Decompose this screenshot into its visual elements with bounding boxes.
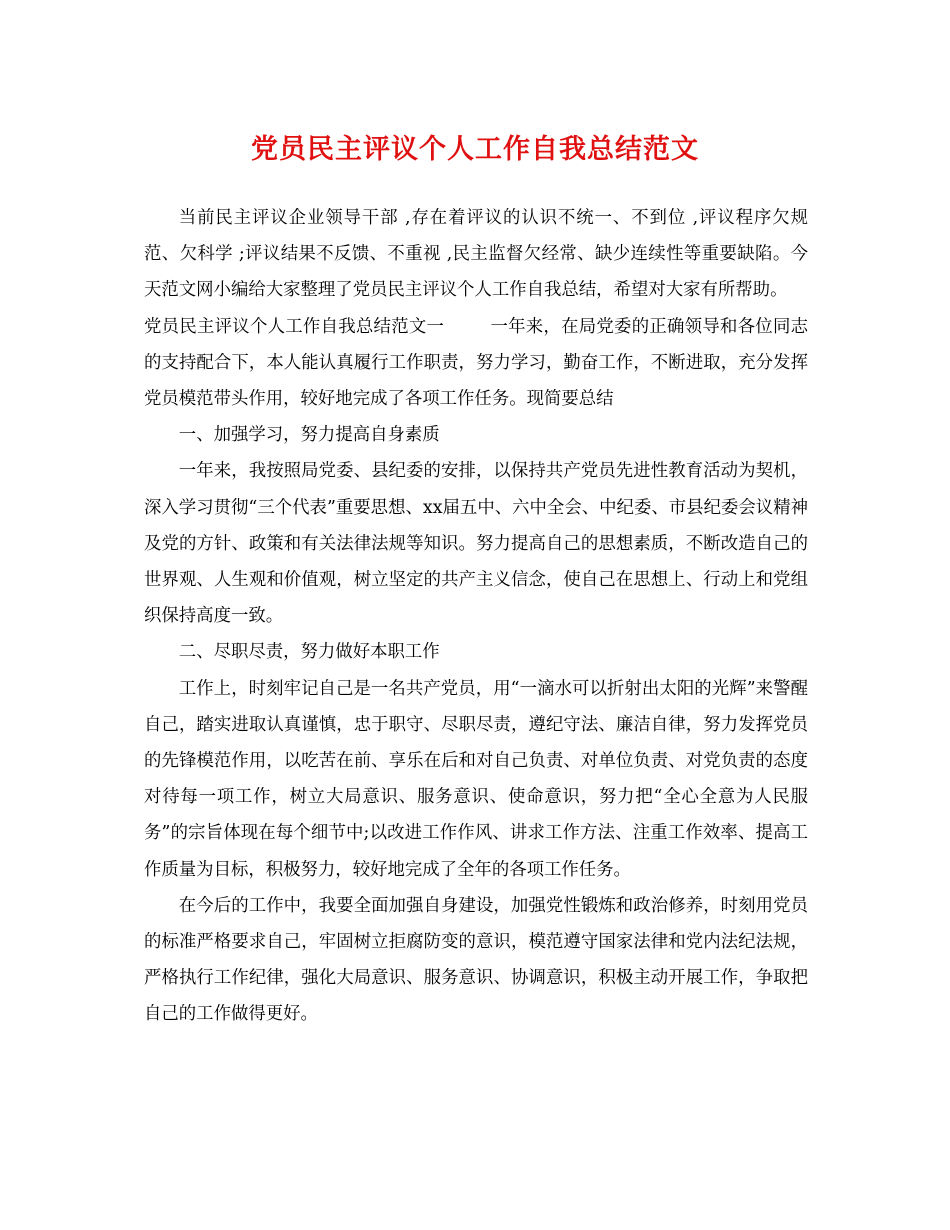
duty-paragraph: 工作上，时刻牢记自己是一名共产党员，用“一滴水可以折射出太阳的光辉”来警醒自己，踏实进取认真谨慎，忠于职守、尽职尽责，遵纪守法、廉洁自律，努力发挥党员的先锋模范作用，以吃苦在前、享乐在后和对自己负责、对单位负责、对党负责的态度对待每一项工作，树立大局意识、服务意识、使命意识，努力把“全心全意为人民服务”的宗旨体现在每个细节中;以改进工作作风、讲求工作方法、注重工作效率、提高工作质量为目标，积极努力，较好地完成了全年的各项工作任务。 [144, 678, 808, 880]
section-one-text: 一年来，在局党委的正确领导和各位同志的支持配合下，本人能认真履行工作职责，努力学习，勤奋工作，不断进取，充分发挥党员模范带头作用，较好地完成了各项工作任务。现简要总结 [144, 316, 808, 410]
document-title: 党员民主评议个人工作自我总结范文 [251, 134, 699, 165]
study-paragraph: 一年来，我按照局党委、县纪委的安排，以保持共产党员先进性教育活动为契机，深入学习贯彻“三个代表”重要思想、xx届五中、六中全会、中纪委、市县纪委会议精神及党的方针、政策和有关法律法规等知识。努力提高自己的思想素质，不断改造自己的世界观、人生观和价值观，树立坚定的共产主义信念，使自己在思想上、行动上和党组织保持高度一致。 [144, 461, 808, 627]
section-one-paragraph [144, 309, 808, 418]
future-paragraph: 在今后的工作中，我要全面加强自身建设，加强党性锻炼和政治修养，时刻用党员的标准严格要求自己，牢固树立拒腐防变的意识，模范遵守国家法律和党内法纪法规，严格执行工作纪律，强化大局意识、服务意识、协调意识，积极主动开展工作，争取把自己的工作做得更好。 [144, 895, 808, 1025]
document-body [144, 200, 808, 1033]
heading-study: 一、加强学习，努力提高自身素质 [178, 425, 440, 446]
heading-duty: 二、尽职尽责，努力做好本职工作 [178, 642, 440, 663]
intro-paragraph: 当前民主评议企业领导干部 ,存在着评议的认识不统一、不到位 ,评议程序欠规范、欠科学 ;评议结果不反馈、不重视 ,民主监督欠经常、缺少连续性等重要缺陷。今天范文网小编给大家整理了党员民主评议个人工作自我总结，希望对大家有所帮助。 [144, 208, 808, 301]
section-one-heading: 党员民主评议个人工作自我总结范文一 [144, 316, 445, 337]
